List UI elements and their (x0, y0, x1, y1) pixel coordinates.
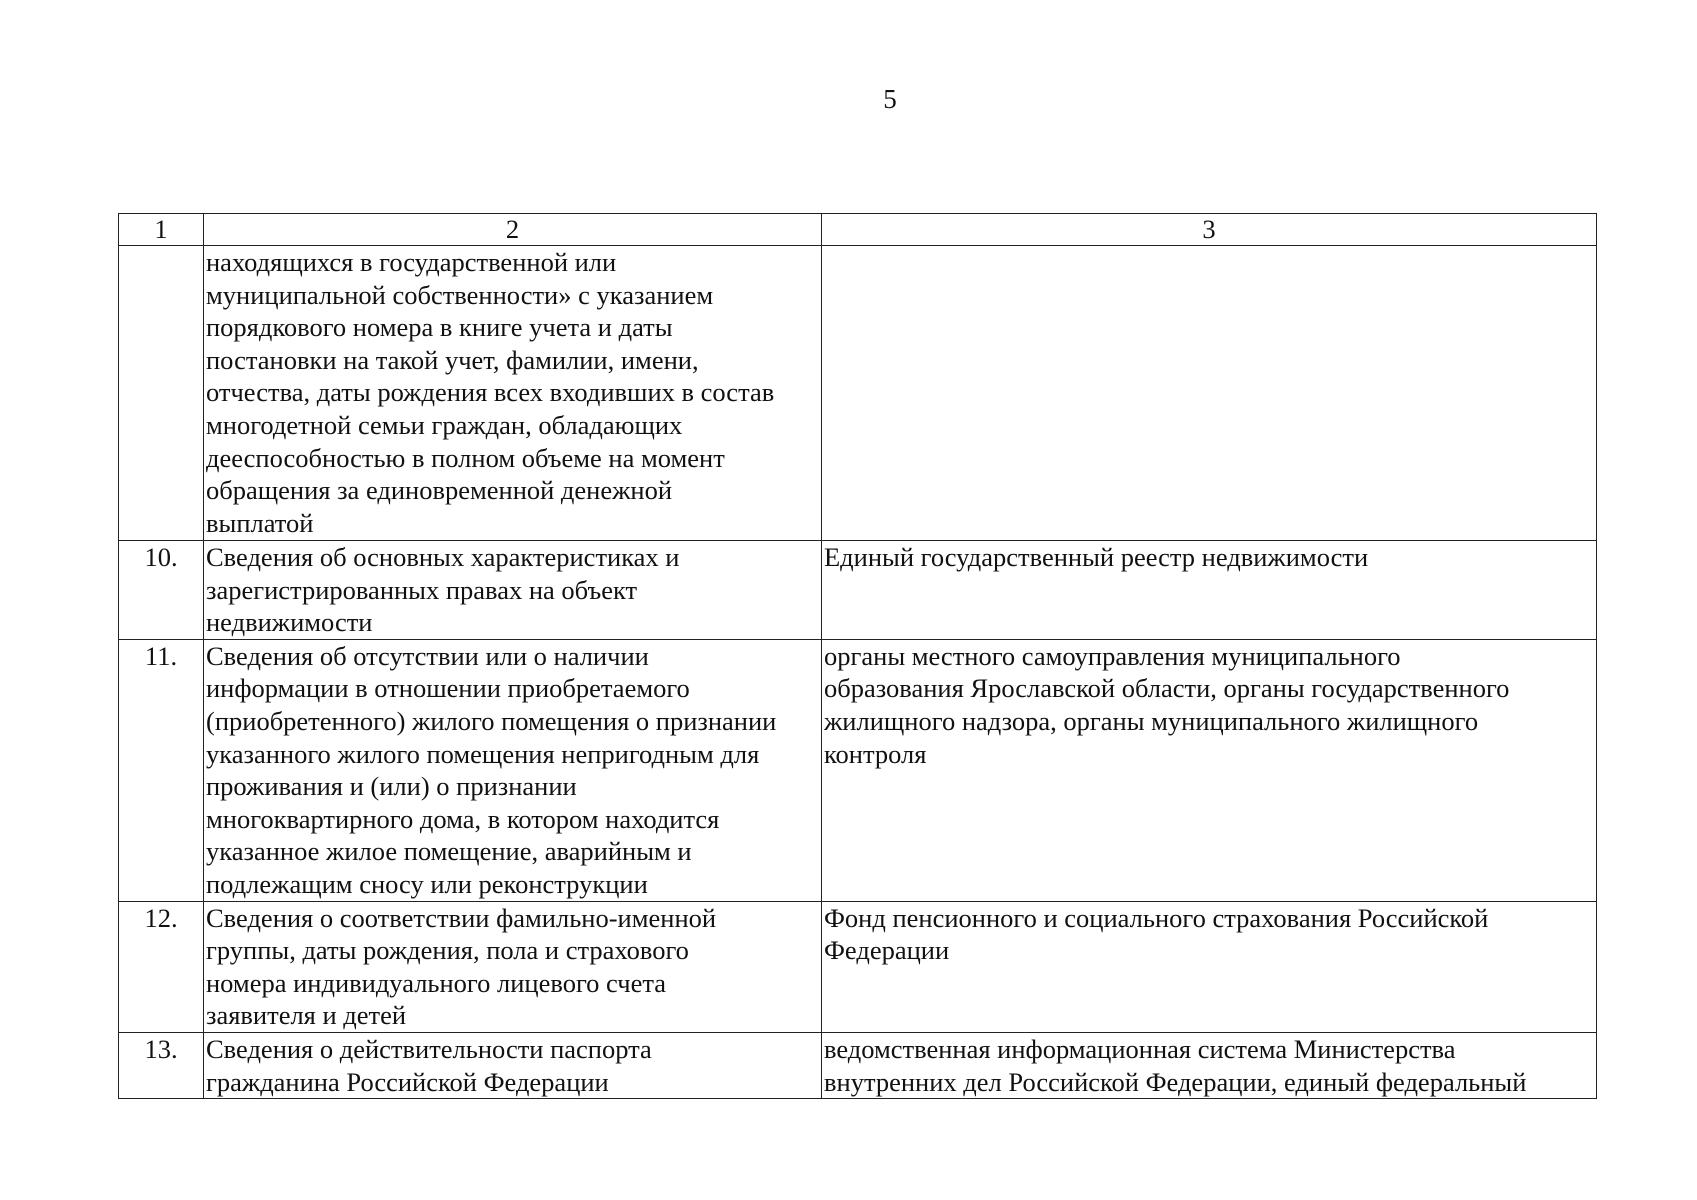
source-cell: Единый государственный реестр недвижимости (822, 541, 1597, 640)
source-cell: ведомственная информационная система Министерства внутренних дел Российской Федерации, единый федеральный (822, 1032, 1597, 1098)
row-number: 11. (119, 639, 204, 901)
table-header-row (119, 214, 1597, 246)
row-number: 13. (119, 1032, 204, 1098)
column-header-2: 2 (204, 214, 822, 246)
info-cell: Сведения об отсутствии или о наличии информации в отношении приобретаемого (приобретенного) жилого помещения о признании указанного жилого помещения непригодным для проживания и (или) о признании многоквартирного дома, в котором находится указанное жилое помещение, аварийным и подлежащим сносу или реконструкции (204, 639, 822, 901)
page-number: 5 (883, 84, 897, 114)
table-row (119, 541, 1597, 640)
data-sources-table (118, 213, 1597, 1099)
info-cell: Сведения о действительности паспорта гражданина Российской Федерации (204, 1032, 822, 1098)
info-cell: находящихся в государственной или муниципальной собственности» с указанием порядкового номера в книге учета и даты постановки на такой учет, фамилии, имени, отчества, даты рождения всех входивших в состав многодетной семьи граждан, обладающих дееспособностью в полном объеме на момент обращения за единовременной денежной выплатой (204, 246, 822, 541)
table-row (119, 246, 1597, 541)
info-cell: Сведения об основных характеристиках и зарегистрированных правах на объект недвижимости (204, 541, 822, 640)
info-cell: Сведения о соответствии фамильно-именной группы, даты рождения, пола и страхового номера индивидуального лицевого счета заявителя и детей (204, 901, 822, 1032)
column-header-3: 3 (822, 214, 1597, 246)
column-header-1: 1 (119, 214, 204, 246)
source-cell: Фонд пенсионного и социального страхования Российской Федерации (822, 901, 1597, 1032)
row-number: 12. (119, 901, 204, 1032)
table-row (119, 1032, 1597, 1098)
table-row (119, 901, 1597, 1032)
row-number: 10. (119, 541, 204, 640)
source-cell: органы местного самоуправления муниципального образования Ярославской области, органы государственного жилищного надзора, органы муниципального жилищного контроля (822, 639, 1597, 901)
row-number (119, 246, 204, 541)
source-cell (822, 246, 1597, 541)
table-row (119, 639, 1597, 901)
